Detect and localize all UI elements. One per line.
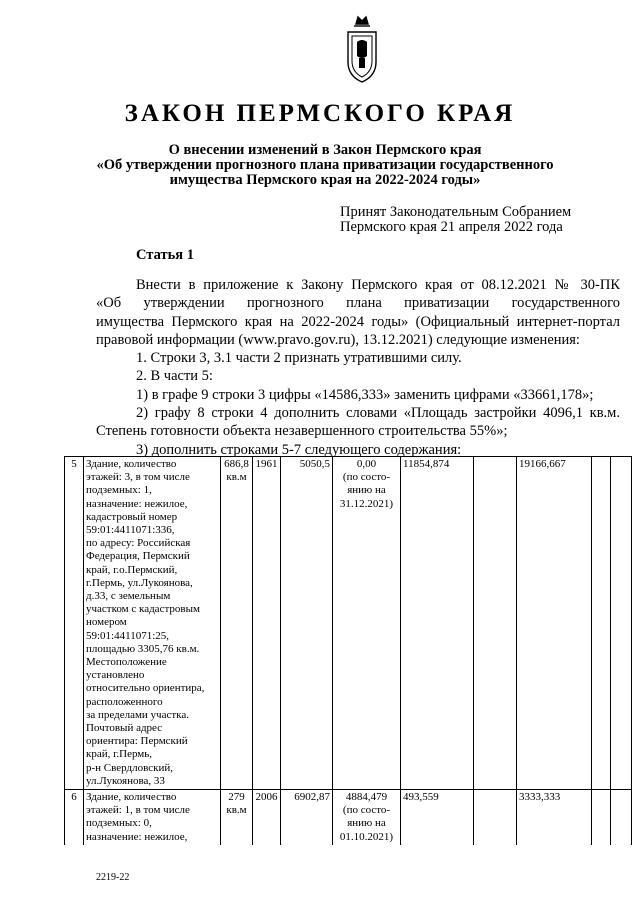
value-cell: 6902,87: [281, 790, 333, 845]
empty-cell: [611, 457, 632, 790]
area-cell: 279 кв.м: [221, 790, 253, 845]
law-subtitle: [60, 143, 590, 188]
paragraph-line: 1. Строки 3, 3.1 части 2 признать утратившими силу.: [136, 350, 462, 367]
row-number: 6: [65, 790, 84, 845]
value-cell: 11854,874: [401, 457, 474, 790]
value-cell: 19166,667: [517, 457, 592, 790]
perm-krai-coat-of-arms: [340, 14, 384, 84]
value-with-date-cell: 0,00 (по состо- янию на 31.12.2021): [333, 457, 401, 790]
paragraph-line: Внести в приложение к Закону Пермского края от 08.12.2021 № 30-ПК: [136, 277, 620, 293]
object-description: Здание, количество этажей: 3, в том числе подземных: 1, назначение: нежилое, кадастровый номер 59:01:4411071:336, по адресу: Российская Федерация, Пермский край, г.о.Пермский, г.Пермь, ул.Лукоянова, д.33, с земельным участком с кадастровым номером 59:01:4411071:25, площадью 3305,76 кв.м. Местоположение установлено относительно ориентира, расположенного за пределами участка. Почтовый адрес ориентира: Пермский край, г.Пермь, р-н Свердловский, ул.Лукоянова, 33: [84, 457, 221, 790]
document-code: 2219-22: [96, 872, 130, 883]
paragraph-line: Степень готовности объекта незавершенного строительства 55%»;: [96, 423, 508, 440]
law-title: ЗАКОН ПЕРМСКОГО КРАЯ: [124, 100, 516, 127]
value-cell: 493,559: [401, 790, 474, 845]
year-cell: 1961: [253, 457, 281, 790]
year-cell: 2006: [253, 790, 281, 845]
empty-cell: [592, 457, 611, 790]
table-row: [65, 457, 632, 790]
subtitle-line: О внесении изменений в Закон Пермского края: [168, 142, 482, 158]
article-body: [96, 276, 620, 459]
adoption-note: [340, 205, 620, 235]
paragraph-line: 3) дополнить строками 5-7 следующего содержания:: [136, 441, 462, 458]
value-cell: [474, 790, 517, 845]
subtitle-line: имущества Пермского края на 2022-2024 годы»: [169, 172, 481, 188]
value-cell: 3333,333: [517, 790, 592, 845]
adoption-line: Принят Законодательным Собранием: [340, 204, 572, 220]
empty-cell: [592, 790, 611, 845]
row-number: 5: [65, 457, 84, 790]
paragraph-line: 1) в графе 9 строки 3 цифры «14586,333» заменить цифрами «33661,178»;: [136, 386, 594, 403]
privatization-table: [64, 456, 632, 845]
adoption-line: Пермского края 21 апреля 2022 года: [340, 219, 563, 235]
area-cell: 686,8 кв.м: [221, 457, 253, 790]
paragraph-line: 2. В части 5:: [136, 368, 213, 385]
paragraph-line: имущества Пермского края на 2022-2024 годы» (Официальный интернет-портал: [96, 313, 620, 330]
value-with-date-cell: 4884,479 (по состо- янию на 01.10.2021): [333, 790, 401, 845]
paragraph-line: «Об утверждении прогнозного плана приватизации государственного: [96, 295, 620, 312]
value-cell: [474, 457, 517, 790]
empty-cell: [611, 790, 632, 845]
value-cell: 5050,5: [281, 457, 333, 790]
paragraph-line: 2) графу 8 строки 4 дополнить словами «Площадь застройки 4096,1 кв.м.: [136, 405, 620, 422]
object-description: Здание, количество этажей: 1, в том числе подземных: 0, назначение: нежилое,: [84, 790, 221, 845]
table-row: [65, 790, 632, 845]
subtitle-line: «Об утверждении прогнозного плана приватизации государственного: [96, 157, 554, 173]
paragraph-line: правовой информации (www.pravo.gov.ru), 13.12.2021) следующие изменения:: [96, 331, 580, 348]
article-heading: Статья 1: [136, 247, 194, 263]
